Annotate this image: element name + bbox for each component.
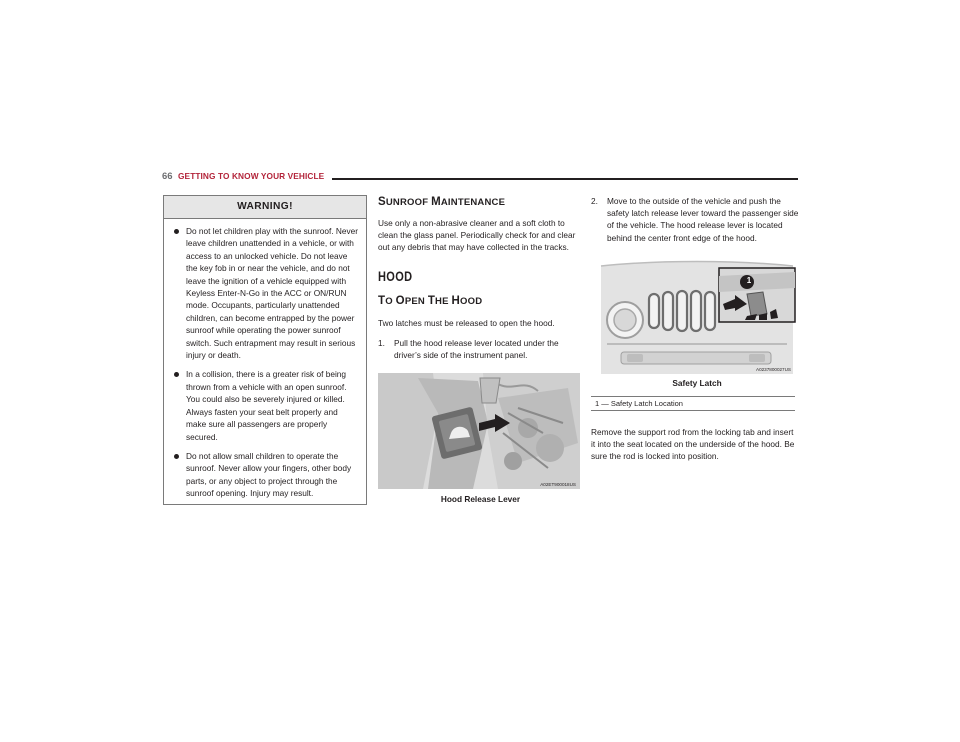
hood-release-lever-figure	[378, 373, 580, 489]
figure-code: A02ET900018US	[540, 482, 576, 488]
warning-text: Do not let children play with the sunroof. Never leave children unattended in a vehicle, or with access to an unlocked vehicle. Do not leave the key fob in or near the vehicle, and do not leave the ignition of a vehicle equipped with Keyless Enter-N-Go in the ACC or ON/RUN mode. Occupants, particularly unattended children, can become entrapped by the power sunroof while operating the power sunroof switch. Such entrapment may result in serious injury or death.	[186, 226, 359, 361]
warning-item	[174, 368, 360, 442]
safety-latch-illustration	[597, 258, 797, 374]
step-1	[378, 337, 583, 361]
warning-text: Do not allow small children to operate the sunroof. Never allow your fingers, other body parts, or any object to project through the sunroof opening. Injury may result.	[186, 450, 352, 499]
figure-caption: Hood Release Lever	[440, 494, 521, 505]
sunroof-maintenance-heading: SUNROOF MAINTENANCE	[378, 196, 506, 208]
section-title: GETTING TO KNOW YOUR VEHICLE	[178, 171, 325, 181]
bullet-icon	[174, 454, 179, 459]
step-number: 1.	[378, 337, 385, 348]
page-number: 66	[162, 171, 173, 182]
callout-table: 1 — Safety Latch Location	[591, 396, 795, 411]
bullet-icon	[174, 372, 179, 377]
step-text: Move to the outside of the vehicle and push the safety latch release lever toward the passenger side of the vehicle. The hood release lever is located behind the center front edge of the hood.	[607, 196, 799, 243]
warning-list	[164, 219, 366, 500]
warning-item	[174, 225, 360, 361]
step-2	[591, 195, 801, 244]
figure-code: A0237800027US	[756, 366, 791, 372]
warning-item	[174, 450, 360, 500]
hood-title: HOOD	[378, 268, 413, 284]
to-open-hood-heading: TO OPEN THE HOOD	[378, 294, 483, 307]
warning-text: In a collision, there is a greater risk of being thrown from a vehicle with an open sunroof. You could also be severely injured or killed. Always fasten your seat belt properly and make sure all passengers are properly secured.	[186, 369, 347, 442]
support-rod-body: Remove the support rod from the locking tab and insert it into the seat located on the underside of the hood. Be sure the rod is locked into position.	[591, 426, 795, 462]
bullet-icon	[174, 229, 179, 234]
safety-latch-figure	[597, 258, 797, 374]
page-header	[162, 171, 798, 187]
step-number: 2.	[591, 196, 598, 206]
sunroof-maintenance-body: Use only a non-abrasive cleaner and a soft cloth to clean the glass panel. Periodically check for and clear out any debris that may have collected in the tracks.	[378, 218, 576, 253]
warning-title: WARNING!	[164, 196, 366, 219]
step-text: Pull the hood release lever located under the driver’s side of the instrument panel.	[394, 337, 559, 361]
header-rule	[332, 178, 798, 180]
column-right	[591, 192, 801, 462]
figure-caption: Safety Latch	[672, 377, 722, 388]
warning-box	[163, 195, 367, 505]
hood-release-lever-illustration	[378, 373, 580, 489]
callout-number: 1	[746, 275, 752, 285]
column-middle	[378, 192, 583, 504]
hood-intro: Two latches must be released to open the hood.	[378, 317, 555, 328]
